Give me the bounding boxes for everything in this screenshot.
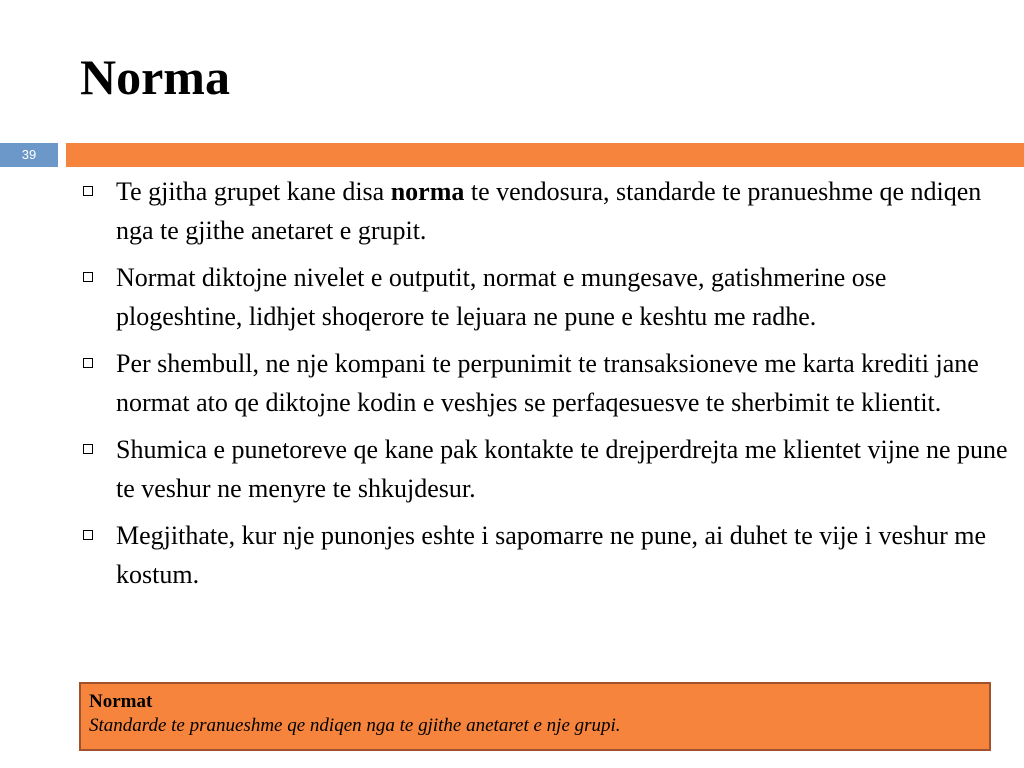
square-bullet-icon	[83, 272, 93, 282]
bullet-text: Normat diktojne nivelet e outputit, normat e mungesave, gatishmerine ose plogeshtine, lidhjet shoqerore te lejuara ne pune e keshtu me radhe.	[116, 263, 887, 331]
bullet-text: Te gjitha grupet kane disa	[116, 177, 391, 206]
bullet-item	[78, 344, 1008, 422]
bullet-text: Shumica e punetoreve qe kane pak kontakte te drejperdrejta me klientet vijne ne pune te veshur ne menyre te shkujdesur.	[116, 435, 1008, 503]
bullet-list	[78, 172, 1008, 602]
definition-box	[79, 682, 991, 751]
bullet-emphasis: norma	[390, 177, 465, 206]
square-bullet-icon	[83, 530, 93, 540]
definition-term: Normat	[89, 691, 153, 712]
bullet-text: Per shembull, ne nje kompani te perpunimit te transaksioneve me karta krediti jane normat ato qe diktojne kodin e veshjes se perfaqesuesve te sherbimit te klientit.	[116, 349, 979, 417]
square-bullet-icon	[83, 358, 93, 368]
square-bullet-icon	[83, 186, 93, 196]
bullet-item	[78, 430, 1008, 508]
bullet-item	[78, 258, 1008, 336]
page-number: 39	[0, 143, 58, 167]
bullet-text: Megjithate, kur nje punonjes eshte i sapomarre ne pune, ai duhet te vije i veshur me kostum.	[116, 521, 987, 589]
square-bullet-icon	[83, 444, 93, 454]
definition-text: Standarde te pranueshme qe ndiqen nga te gjithe anetaret e nje grupi.	[89, 715, 621, 736]
title-divider-bar	[66, 143, 1024, 167]
bullet-item	[78, 516, 1008, 594]
bullet-item	[78, 172, 1008, 250]
bullet-text-end: te vendosura, standarde te pranueshme qe ndiqen nga te gjithe anetaret e grupit.	[116, 177, 982, 245]
slide-title: Norma	[80, 49, 230, 105]
